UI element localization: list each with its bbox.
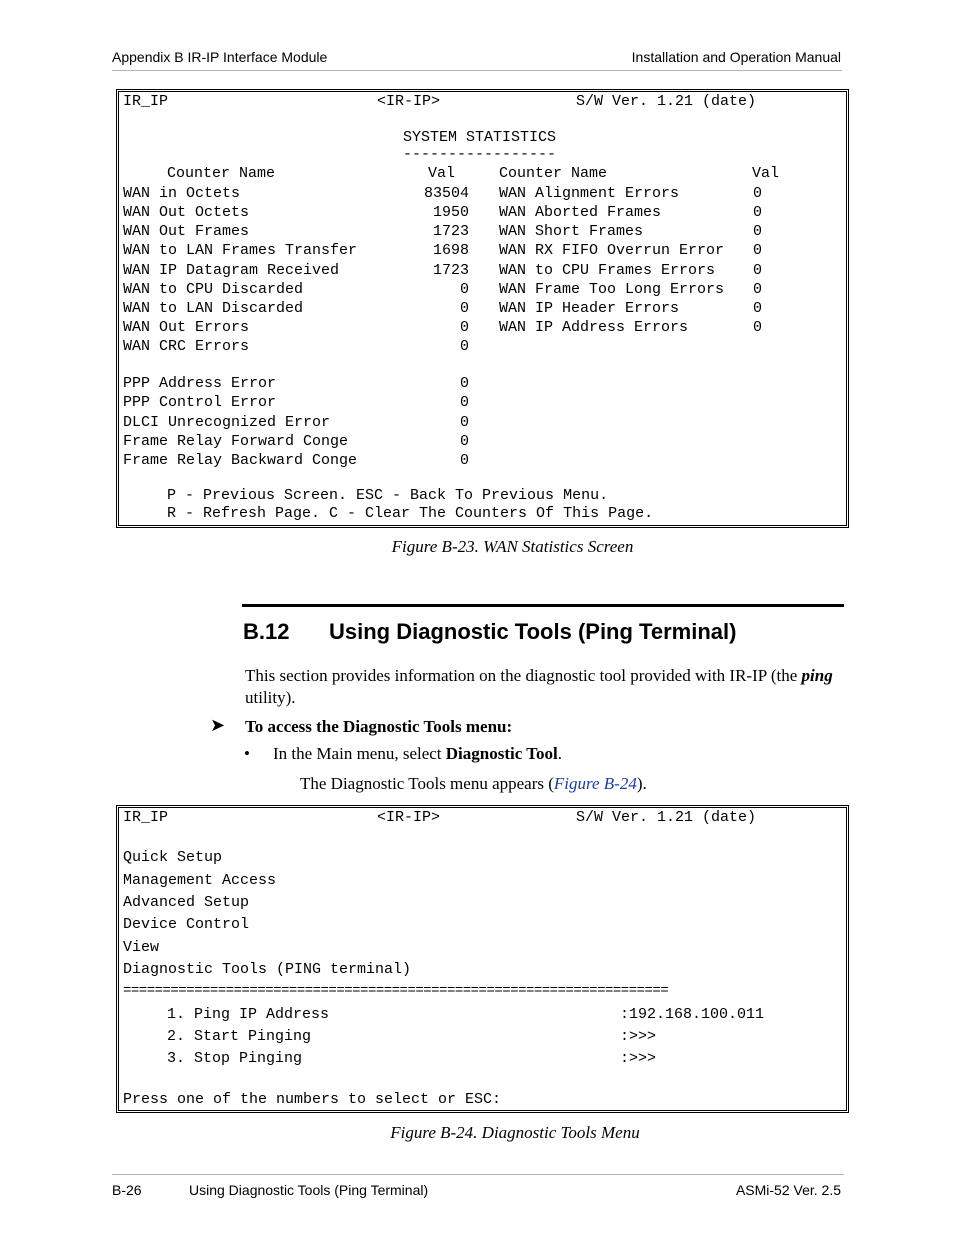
counter-value: 0 [459, 300, 469, 317]
menu-item-management-access[interactable]: Management Access [123, 872, 277, 889]
intro-text-end: utility). [245, 688, 296, 707]
counter-name: WAN Out Errors [123, 319, 250, 336]
section-rule [242, 604, 844, 607]
option-start-pinging[interactable]: 2. Start Pinging [167, 1028, 312, 1045]
column-header-val-left: Val [428, 165, 456, 182]
counter-name: DLCI Unrecognized Error [123, 414, 331, 431]
counter-name: WAN Frame Too Long Errors [499, 281, 725, 298]
option-stop-pinging[interactable]: 3. Stop Pinging [167, 1050, 303, 1067]
figure-b24-link[interactable]: Figure B-24 [553, 774, 637, 793]
system-statistics-title: SYSTEM STATISTICS [403, 129, 557, 146]
counter-name: WAN Alignment Errors [499, 185, 680, 202]
bullet-icon: • [244, 744, 250, 763]
counter-value: 0 [459, 375, 469, 392]
menu-item-advanced-setup[interactable]: Advanced Setup [123, 894, 250, 911]
counter-value: 0 [459, 319, 469, 336]
procedure-result [300, 774, 647, 794]
procedure-title: To access the Diagnostic Tools menu: [245, 717, 513, 736]
column-header-val-right: Val [752, 165, 780, 182]
menu-separator: ===================================================================== [123, 983, 669, 999]
counter-name: WAN Aborted Frames [499, 204, 662, 221]
screen-version: S/W Ver. 1.21 (date) [576, 809, 757, 826]
header-right: Installation and Operation Manual [631, 49, 841, 65]
header-rule [112, 70, 842, 71]
column-header-counter-right: Counter Name [499, 165, 608, 182]
figure-b24-caption: Figure B-24. Diagnostic Tools Menu [390, 1123, 640, 1142]
counter-name: WAN Out Octets [123, 204, 250, 221]
step-end: . [557, 744, 562, 763]
counter-name: WAN IP Header Errors [499, 300, 680, 317]
option-ping-ip-address[interactable]: 1. Ping IP Address [167, 1006, 330, 1023]
option-stop-value: :>>> [620, 1050, 657, 1067]
counter-value: 0 [459, 452, 469, 469]
option-ping-ip-value: :192.168.100.011 [620, 1006, 765, 1023]
menu-item-quick-setup[interactable]: Quick Setup [123, 849, 223, 866]
counter-name: Frame Relay Backward Conge [123, 452, 358, 469]
counter-value: 0 [459, 433, 469, 450]
footer-page-number: B-26 [112, 1182, 142, 1198]
screen-center-title: <IR-IP> [377, 809, 441, 826]
footer-section: Using Diagnostic Tools (Ping Terminal) [189, 1182, 429, 1198]
counter-name: WAN Short Frames [499, 223, 644, 240]
footer-rule [112, 1174, 844, 1175]
counter-name: WAN to CPU Discarded [123, 281, 304, 298]
title-underline: ----------------- [403, 146, 557, 163]
help-line-navigation: P - Previous Screen. ESC - Back To Previous Menu. [167, 487, 609, 504]
counter-name: WAN in Octets [123, 185, 241, 202]
counter-value: 0 [753, 223, 763, 240]
counter-value: 83504 [423, 185, 469, 202]
result-text: The Diagnostic Tools menu appears ( [300, 774, 554, 793]
section-number: B.12 [243, 619, 290, 644]
procedure-arrow-icon: ➤ [210, 715, 226, 735]
counter-name: PPP Address Error [123, 375, 277, 392]
counter-name: WAN to CPU Frames Errors [499, 262, 716, 279]
counter-value: 0 [753, 300, 763, 317]
counter-name: WAN to LAN Frames Transfer [123, 242, 358, 259]
counter-value: 1723 [432, 223, 469, 240]
counter-name: WAN IP Datagram Received [123, 262, 340, 279]
column-header-counter-left: Counter Name [167, 165, 276, 182]
counter-name: Frame Relay Forward Conge [123, 433, 349, 450]
menu-item-view[interactable]: View [123, 939, 160, 956]
section-title: Using Diagnostic Tools (Ping Terminal) [329, 619, 737, 644]
result-end: ). [636, 774, 647, 793]
step-text: In the Main menu, select [273, 744, 446, 763]
menu-item-diagnostic-tools[interactable]: Diagnostic Tools (PING terminal) [123, 961, 412, 978]
menu-item-device-control[interactable]: Device Control [123, 916, 250, 933]
counter-value: 0 [753, 319, 763, 336]
counter-value: 0 [753, 204, 763, 221]
counter-value: 1698 [432, 242, 469, 259]
counter-value: 0 [459, 281, 469, 298]
counter-name: WAN RX FIFO Overrun Error [499, 242, 725, 259]
step-menu-item: Diagnostic Tool [445, 744, 558, 763]
option-start-value: :>>> [620, 1028, 657, 1045]
counter-name: WAN CRC Errors [123, 338, 250, 355]
counter-value: 0 [459, 394, 469, 411]
counter-value: 0 [753, 262, 763, 279]
help-line-refresh: R - Refresh Page. C - Clear The Counters Of This Page. [167, 505, 654, 522]
intro-text: This section provides information on the diagnostic tool provided with IR-IP (the [245, 666, 798, 685]
counter-value: 0 [753, 281, 763, 298]
intro-paragraph [245, 665, 835, 709]
counter-value: 0 [753, 242, 763, 259]
counter-name: WAN IP Address Errors [499, 319, 689, 336]
figure-b23-caption: Figure B-23. WAN Statistics Screen [391, 537, 634, 556]
selection-prompt[interactable]: Press one of the numbers to select or ESC: [123, 1091, 502, 1108]
screen-version: S/W Ver. 1.21 (date) [576, 93, 757, 110]
counter-name: PPP Control Error [123, 394, 277, 411]
header-left: Appendix B IR-IP Interface Module [112, 49, 328, 65]
screen-app-name: IR_IP [123, 93, 169, 110]
counter-value: 1723 [432, 262, 469, 279]
footer-product: ASMi-52 Ver. 2.5 [735, 1182, 841, 1198]
ping-term: ping [801, 666, 833, 685]
counter-value: 1950 [432, 204, 469, 221]
counter-value: 0 [459, 414, 469, 431]
counter-name: WAN to LAN Discarded [123, 300, 304, 317]
screen-app-name: IR_IP [123, 809, 169, 826]
counter-name: WAN Out Frames [123, 223, 250, 240]
counter-value: 0 [753, 185, 763, 202]
counter-value: 0 [459, 338, 469, 355]
screen-center-title: <IR-IP> [377, 93, 441, 110]
procedure-step [273, 744, 562, 764]
